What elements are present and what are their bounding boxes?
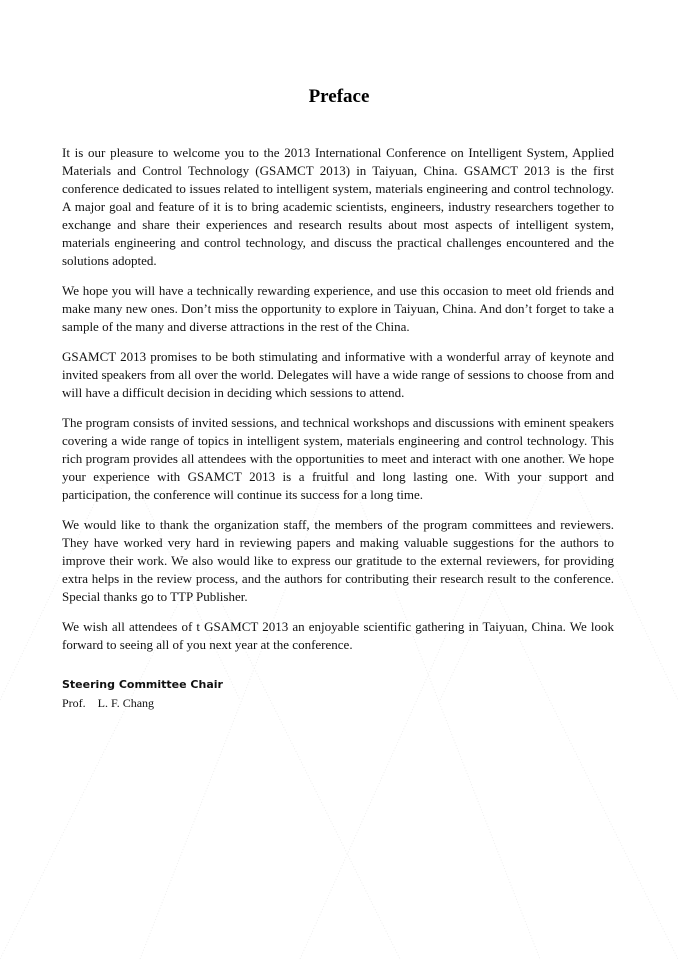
paragraph: We hope you will have a technically rewarding experience, and use this occasion to meet old friends and make many new ones. Don’t miss the opportunity to explore in Taiyuan, China. And don’t forget to take a sample of the many and diverse attractions in the rest of the China. [62,283,614,334]
paragraph: GSAMCT 2013 promises to be both stimulating and informative with a wonderful array of keynote and invited speakers from all over the world. Delegates will have a wide range of sessions to choose from and will have a difficult decision in deciding which sessions to attend. [62,349,614,400]
signature-name: Prof. L. F. Chang [62,696,155,710]
page-title: Preface [308,86,370,107]
preface-body [62,144,614,666]
paragraph: We wish all attendees of t GSAMCT 2013 an enjoyable scientific gathering in Taiyuan, China. We look forward to seeing all of you next year at the conference. [62,619,614,652]
paragraph: The program consists of invited sessions, and technical workshops and discussions with eminent speakers covering a wide range of topics in intelligent system, materials engineering and control technology. This rich program provides all attendees with the opportunities to meet and interact with one another. We hope your experience with GSAMCT 2013 is a fruitful and long lasting one. With your support and participation, the conference will continue its success for a long time. [62,415,614,502]
signature-role: Steering Committee Chair [62,678,223,691]
paragraph: We would like to thank the organization staff, the members of the program committees and reviewers. They have worked very hard in reviewing papers and making valuable suggestions for the authors to improve their work. We also would like to express our gratitude to the external reviewers, for providing extra helps in the review process, and the authors for contributing their research result to the conference. Special thanks go to TTP Publisher. [62,517,614,604]
paragraph: It is our pleasure to welcome you to the 2013 International Conference on Intelligent System, Applied Materials and Control Technology (GSAMCT 2013) in Taiyuan, China. GSAMCT 2013 is the first conference dedicated to issues related to intelligent system, materials engineering and control technology. A major goal and feature of it is to bring academic scientists, engineers, industry researchers together to exchange and share their experiences and research results about most aspects of intelligent system, materials engineering and control technology, and discuss the practical challenges encountered and the solutions adopted. [62,145,614,268]
